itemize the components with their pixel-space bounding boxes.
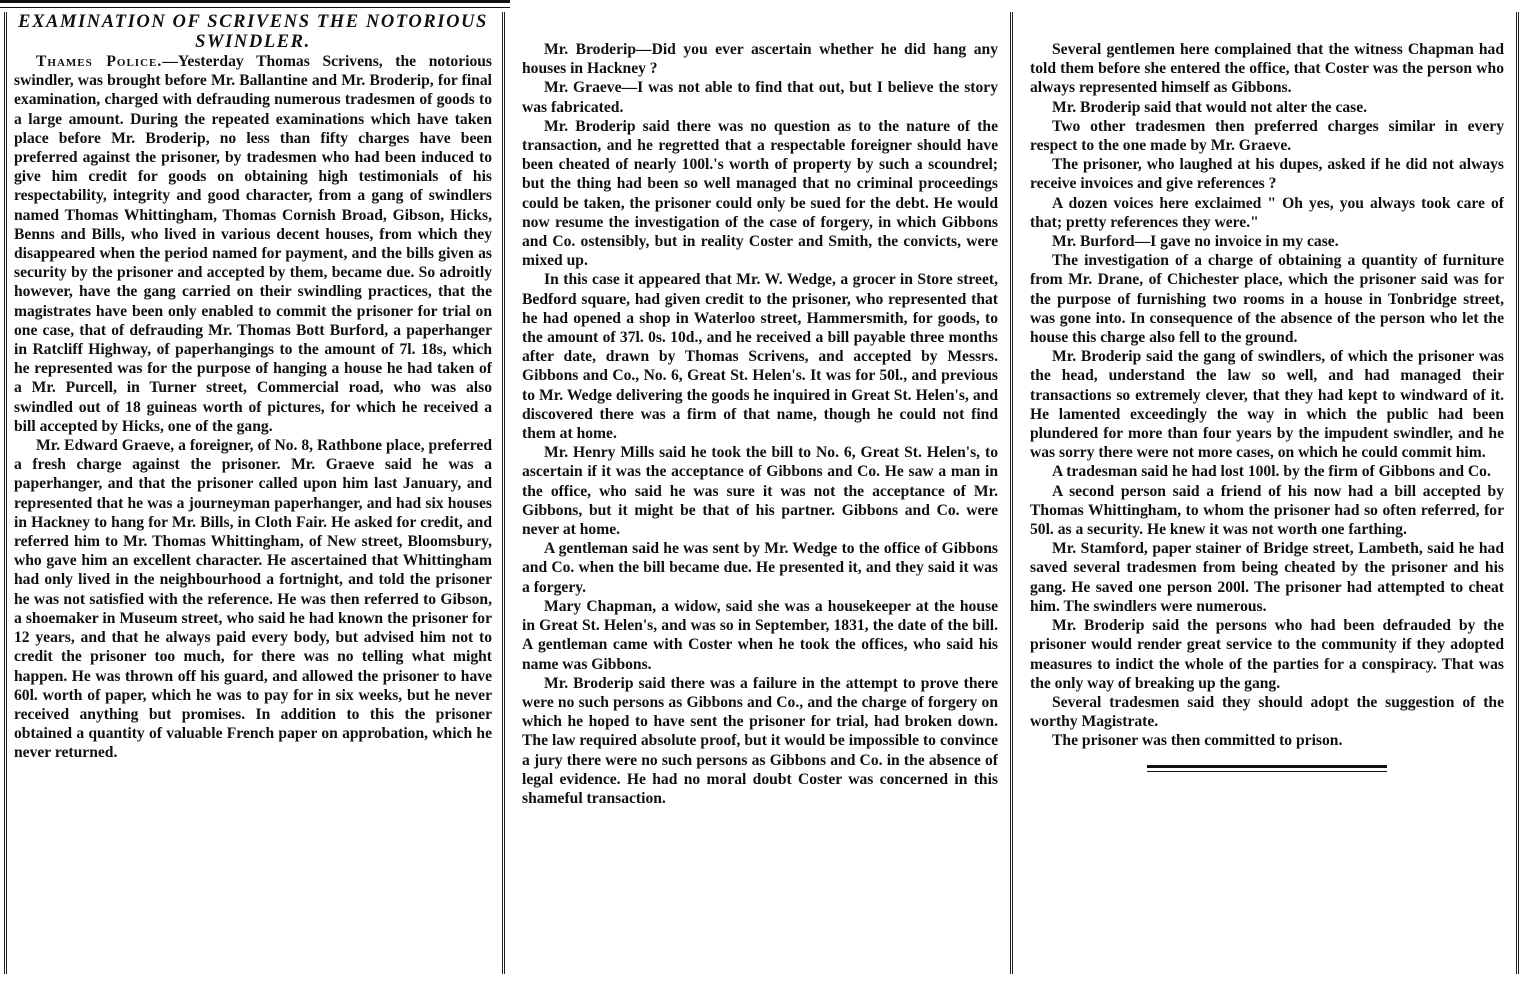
paragraph: A second person said a friend of his now had a bill accepted by Thomas Whittingham, to whom the prisoner had so often referred, for 50l. as a security. He knew it was not worth one farthing. (1030, 482, 1504, 539)
paragraph: Mr. Broderip said that would not alter the case. (1052, 98, 1368, 116)
paragraph: Several tradesmen said they should adopt the suggestion of the worthy Magistrate. (1030, 693, 1504, 731)
paragraph: Mr. Broderip—Did you ever ascertain whether he did hang any houses in Hackney ? (522, 41, 998, 78)
column-1 (14, 12, 492, 986)
paragraph: Mary Chapman, a widow, said she was a housekeeper at the house in Great St. Helen's, and was so in September, 1831, the date of the bill. A gentleman came with Coster when he took the offices, who said his name was Gibbons. (522, 597, 998, 673)
end-rule (1147, 765, 1387, 772)
paragraph: Several gentlemen here complained that the witness Chapman had told them before she entered the office, that Coster was the person who always represented himself as Gibbons. (1030, 41, 1504, 97)
paragraph: The prisoner was then committed to prison. (1052, 732, 1343, 750)
paragraph: Mr. Edward Graeve, a foreigner, of No. 8, Rathbone place, preferred a fresh charge against the prisoner. Mr. Graeve said he was a paperhanger, and that the prisoner called upon him last January, and represented that he was a journeyman paperhanger, and had six houses in Hackney to hang for Mr. Bills, in Cloth Fair. He asked for credit, and referred him to Mr. Thomas Whittingham, of New street, Bloomsbury, who gave him an excellent character. He ascertained that Whittingham had only lived in the neighbourhood a fortnight, and told the prisoner he was not satisfied with the reference. He was then referred to Gibson, a shoemaker in Museum street, who said he had known the prisoner for 12 years, and that he always paid every body, but advised him not to credit the prisoner too much, for there was no telling what might happen. He was thrown off his guard, and allowed the prisoner to have 60l. worth of paper, which he was to pay for in six weeks, but he never received anything but promises. In addition to this the prisoner obtained a quantity of valuable French paper on approbation, which he never returned. (14, 437, 492, 762)
paragraph: A dozen voices here exclaimed " Oh yes, you always took care of that; pretty references they were." (1030, 194, 1504, 231)
column-rule (1516, 12, 1519, 974)
paragraph: Mr. Stamford, paper stainer of Bridge street, Lambeth, said he had saved several tradesmen from being cheated by the prisoner and his gang. He saved one person 200l. The prisoner had attempted to cheat him. The swindlers were numerous. (1030, 540, 1504, 615)
article-headline: EXAMINATION OF SCRIVENS THE NOTORIOUS SWINDLER. (18, 12, 488, 52)
paragraph: Mr. Broderip said the gang of swindlers, of which the prisoner was the head, understand the law so well, and had managed their transactions so extremely clever, that they had kept to windward of it. He lamented exceedingly the way in which the public had been plundered for more than four years by the impudent swindler, and he was sorry there were not more cases, on which he could commit him. (1030, 348, 1504, 462)
paragraph: The investigation of a charge of obtaining a quantity of furniture from Mr. Drane, of Chichester place, which the prisoner said was for the purpose of furnishing two rooms in a house in Tonbridge street, was gone into. In consequence of the absence of the person who let the house this charge also fell to the ground. (1030, 252, 1504, 347)
paragraph: A gentleman said he was sent by Mr. Wedge to the office of Gibbons and Co. when the bill became due. He presented it, and they said it was a forgery. (522, 540, 998, 596)
paragraph: Mr. Burford—I gave no invoice in my case. (1052, 233, 1339, 251)
column-rule (4, 12, 7, 974)
paragraph: Two other tradesmen then preferred charges similar in every respect to the one made by Mr. Graeve. (1030, 117, 1504, 155)
paragraph: A tradesman said he had lost 100l. by the firm of Gibbons and Co. (1052, 463, 1491, 481)
paragraph (14, 52, 492, 436)
column-3 (1030, 40, 1504, 986)
paragraph-text: —Yesterday Thomas Scrivens, the notorious swindler, was brought before Mr. Ballantine and Mr. Broderip, for final examination, charged with defrauding numerous tradesmen of goods to a large amount. During the repeated examinations which have taken place before Mr. Broderip, no less than fifty charges have been preferred against the prisoner, by tradesmen who had been induced to give him credit for goods on obtaining high testimonials of his respectability, integrity and good character, from a gang of swindlers named Thomas Whittingham, Thomas Cornish Broad, Gibson, Hicks, Benns and Bills, who lived in various decent houses, from which they disappeared when the period named for payment, and the bills given as security by the prisoner and accepted by them, became due. So adroitly however, have the gang carried on their swindling practices, that the magistrates have been only enabled to commit the prisoner for trial on one case, that of defrauding Mr. Thomas Bott Burford, a paperhanger in Ratcliff Highway, of paperhangings to the amount of 7l. 18s, which he represented was for the purpose of hanging a house he had taken of a Mr. Purcell, in Turner street, Commercial road, who was also swindled out of 18 guineas worth of pictures, for which he received a bill accepted by Hicks, one of the gang. (14, 53, 492, 435)
paragraph: Mr. Broderip said there was a failure in the attempt to prove there were no such persons as Gibbons and Co., and the charge of forgery on which he hoped to have sent the prisoner for trial, had broken down. The law required absolute proof, but it would be impossible to convince a jury there were no such persons as Gibbons and Co. in the absence of legal evidence. He had no moral doubt Coster was concerned in this shameful transaction. (522, 674, 998, 807)
lead-in: Thames Police. (36, 53, 163, 70)
top-rule (0, 0, 510, 8)
paragraph: Mr. Graeve—I was not able to find that out, but I believe the story was fabricated. (522, 79, 998, 116)
paragraph: The prisoner, who laughed at his dupes, asked if he did not always receive invoices and give references ? (1030, 156, 1504, 193)
column-rule (1010, 12, 1013, 974)
column-rule (502, 12, 505, 974)
column-2 (522, 40, 998, 986)
paragraph: Mr. Broderip said the persons who had been defrauded by the prisoner would render great service to the community if they adopted measures to indict the whole of the parties for a conspiracy. That was the only way of breaking up the gang. (1030, 617, 1504, 692)
paragraph: In this case it appeared that Mr. W. Wedge, a grocer in Store street, Bedford square, had given credit to the prisoner, who represented that he had opened a shop in Waterloo street, Hammersmith, for goods, to the amount of 37l. 0s. 10d., and he received a bill payable three months after date, drawn by Thomas Scrivens, and accepted by Messrs. Gibbons and Co., No. 6, Great St. Helen's. It was for 50l., and previous to Mr. Wedge delivering the goods he inquired in Great St. Helen's, and discovered there was a firm of that name, though he could not find them at home. (522, 271, 998, 443)
paragraph: Mr. Broderip said there was no question as to the nature of the transaction, and he regretted that a respectable foreigner should have been cheated of nearly 100l.'s worth of property by such a scoundrel; but the thing had been so well managed that no criminal proceedings could be taken, the prisoner could only be sued for the debt. He would now resume the investigation of the case of forgery, in which Gibbons and Co. ostensibly, but in reality Coster and Smith, the convicts, were mixed up. (522, 117, 998, 270)
paragraph: Mr. Henry Mills said he took the bill to No. 6, Great St. Helen's, to ascertain if it was the acceptance of Gibbons and Co. He saw a man in the office, who said he was sure it was not the acceptance of Mr. Gibbons, but it might be that of his partner. Gibbons and Co. were never at home. (522, 444, 998, 539)
